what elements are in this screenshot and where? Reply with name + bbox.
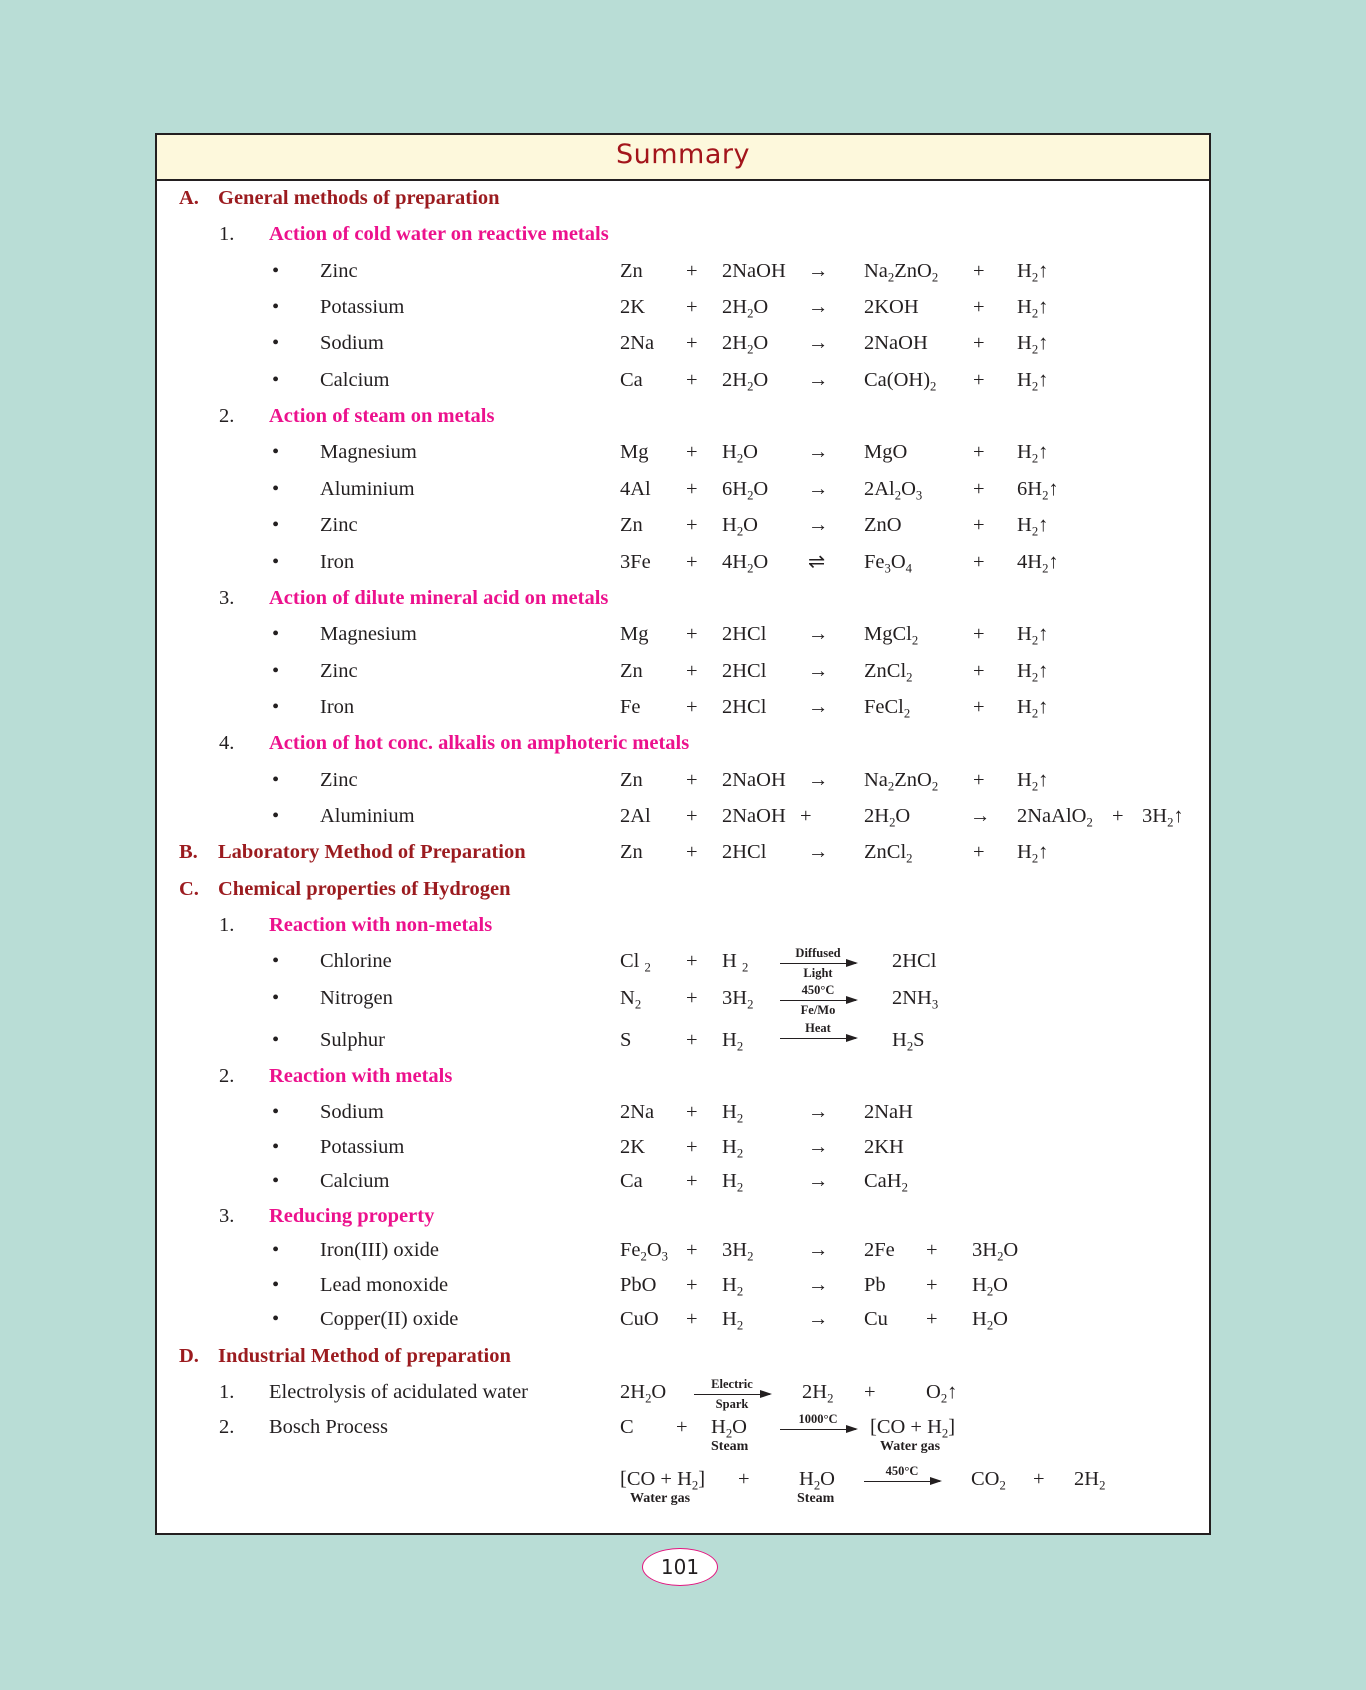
item-name: Potassium <box>320 296 405 318</box>
item-name: Iron(III) oxide <box>320 1239 439 1261</box>
reaction-arrow: → <box>808 841 829 863</box>
reactant: Cl $_2$ <box>620 950 651 975</box>
product: $2H_2$ <box>802 1381 834 1406</box>
item-name: Zinc <box>320 769 358 791</box>
bullet: • <box>272 1308 280 1330</box>
bullet: • <box>272 805 280 827</box>
reactant: Zn <box>620 841 643 863</box>
reactant: Mg <box>620 623 649 645</box>
steam-label: Steam <box>797 1491 835 1506</box>
plus-sign: + <box>686 1029 698 1051</box>
reactant: 3Fe <box>620 551 651 573</box>
item-name: Potassium <box>320 1136 405 1158</box>
reactant: H $_2$ <box>722 950 749 975</box>
reactant: $H_2O$ <box>722 441 758 466</box>
reaction-arrow <box>864 1481 940 1482</box>
item-name: Sulphur <box>320 1029 385 1051</box>
bullet: • <box>272 332 280 354</box>
product: $Na_2ZnO_2$ <box>864 260 939 285</box>
section-a-title: General methods of preparation <box>218 187 500 209</box>
product: $Na_2ZnO_2$ <box>864 769 939 794</box>
bullet: • <box>272 1274 280 1296</box>
condition-above: Electric <box>711 1377 753 1391</box>
subsection-d2-title: Bosch Process <box>269 1416 389 1438</box>
plus-sign: + <box>686 1274 698 1296</box>
product: $H_2O$ <box>972 1308 1008 1333</box>
product: $H_2↑$ <box>1017 332 1049 357</box>
reactant: Ca <box>620 369 643 391</box>
plus-sign: + <box>686 441 698 463</box>
reactant: $2H_2O$ <box>864 805 911 830</box>
reactant: $H_2$ <box>722 1029 744 1054</box>
product: $Ca(OH)_2$ <box>864 369 937 394</box>
subsection-a4-number: 4. <box>219 732 235 754</box>
reactant: $3H_2$ <box>722 987 754 1012</box>
bullet: • <box>272 1101 280 1123</box>
reactant: 2HCl <box>722 841 767 863</box>
reactant: $[CO + H_2]$ <box>620 1468 706 1493</box>
reaction-arrow: → <box>808 441 829 463</box>
reactant: $H_2O$ <box>722 514 758 539</box>
summary-header <box>157 135 1209 181</box>
summary-title: Summary <box>616 139 750 170</box>
subsection-c2-title: Reaction with metals <box>269 1065 453 1087</box>
subsection-a2-title: Action of steam on metals <box>269 405 495 427</box>
reactant: $2H_2O$ <box>620 1381 667 1406</box>
subsection-a2-number: 2. <box>219 405 235 427</box>
reactant: $4H_2O$ <box>722 551 769 576</box>
subsection-a3-title: Action of dilute mineral acid on metals <box>269 587 609 609</box>
subsection-d1-number: 1. <box>219 1381 235 1403</box>
bullet: • <box>272 478 280 500</box>
condition-above: 1000°C <box>798 1412 838 1426</box>
subsection-d2-number: 2. <box>219 1416 235 1438</box>
plus-sign: + <box>973 551 985 573</box>
reaction-arrow: → <box>808 1170 829 1192</box>
reactant: Zn <box>620 260 643 282</box>
plus-sign: + <box>973 696 985 718</box>
plus-sign: + <box>686 805 698 827</box>
plus-sign: + <box>973 769 985 791</box>
reactant: CuO <box>620 1308 659 1330</box>
subsection-a1-number: 1. <box>219 223 235 245</box>
reactant: 2HCl <box>722 696 767 718</box>
product: FeCl$_2$ <box>864 696 911 721</box>
product: MgO <box>864 441 908 463</box>
subsection-a4-title: Action of hot conc. alkalis on amphoteric metals <box>269 732 690 754</box>
product: $2Al_2O_3$ <box>864 478 923 503</box>
product: $2NH_3$ <box>892 987 939 1012</box>
reaction-arrow: → <box>808 369 829 391</box>
section-c-letter: C. <box>179 878 199 900</box>
plus-sign: + <box>864 1381 876 1403</box>
subsection-a3-number: 3. <box>219 587 235 609</box>
summary-box <box>155 133 1211 1535</box>
reactant: Zn <box>620 514 643 536</box>
reaction-arrow <box>780 1429 856 1430</box>
product: ZnCl$_2$ <box>864 841 913 866</box>
reaction-arrow: → <box>808 1136 829 1158</box>
plus-sign: + <box>686 660 698 682</box>
bullet: • <box>272 296 280 318</box>
reactant: $6H_2O$ <box>722 478 769 503</box>
plus-sign: + <box>973 660 985 682</box>
reaction-arrow <box>780 1000 856 1001</box>
product: 2Fe <box>864 1239 895 1261</box>
reactant: Zn <box>620 660 643 682</box>
item-name: Zinc <box>320 660 358 682</box>
reactant: Fe <box>620 696 641 718</box>
plus-sign: + <box>676 1416 688 1438</box>
product: $[CO + H_2]$ <box>870 1416 956 1441</box>
product: 2NaH <box>864 1101 913 1123</box>
item-name: Iron <box>320 551 355 573</box>
page-number: 101 <box>642 1548 718 1586</box>
reactant: $N_2$ <box>620 987 642 1012</box>
plus-sign: + <box>686 260 698 282</box>
reaction-arrow: → <box>808 1274 829 1296</box>
bullet: • <box>272 369 280 391</box>
reactant: 2K <box>620 296 646 318</box>
reaction-arrow: → <box>808 478 829 500</box>
product: 2KH <box>864 1136 904 1158</box>
reactant: $H_2$ <box>722 1170 744 1195</box>
product: ZnCl$_2$ <box>864 660 913 685</box>
reactant: 2HCl <box>722 660 767 682</box>
item-name: Sodium <box>320 1101 384 1123</box>
bullet: • <box>272 769 280 791</box>
plus-sign: + <box>973 841 985 863</box>
product: 2NaAlO$_2$ <box>1017 805 1093 830</box>
product: CaH$_2$ <box>864 1170 908 1195</box>
plus-sign: + <box>686 696 698 718</box>
section-d-title: Industrial Method of preparation <box>218 1345 511 1367</box>
item-name: Calcium <box>320 1170 390 1192</box>
subsection-c3-title: Reducing property <box>269 1205 435 1227</box>
plus-sign: + <box>973 260 985 282</box>
item-name: Lead monoxide <box>320 1274 449 1296</box>
plus-sign: + <box>686 769 698 791</box>
plus-sign: + <box>686 1170 698 1192</box>
reactant: Mg <box>620 441 649 463</box>
section-a-letter: A. <box>179 187 199 209</box>
plus-sign: + <box>973 332 985 354</box>
plus-sign: + <box>686 1308 698 1330</box>
condition-above: 450°C <box>885 1464 919 1478</box>
product: $H_2↑$ <box>1017 696 1049 721</box>
plus-sign: + <box>1112 805 1124 827</box>
plus-sign: + <box>686 841 698 863</box>
condition-above: 450°C <box>801 983 835 997</box>
reaction-arrow <box>780 1038 856 1039</box>
product: $H_2↑$ <box>1017 441 1049 466</box>
plus-sign: + <box>686 369 698 391</box>
reactant: Ca <box>620 1170 643 1192</box>
water-gas-label: Water gas <box>880 1439 941 1454</box>
bullet: • <box>272 514 280 536</box>
reactant: $Fe_2O_3$ <box>620 1239 669 1264</box>
reactant: 2NaOH <box>722 769 786 791</box>
item-name: Nitrogen <box>320 987 393 1009</box>
reactant: $H_2$ <box>722 1101 744 1126</box>
plus-sign: + <box>973 514 985 536</box>
reactant: $H_2$ <box>722 1308 744 1333</box>
reactant: C <box>620 1416 634 1438</box>
section-b-title: Laboratory Method of Preparation <box>218 841 526 863</box>
product: $6H_2↑$ <box>1017 478 1059 503</box>
plus-sign: + <box>686 623 698 645</box>
plus-sign: + <box>686 950 698 972</box>
product: $4H_2↑$ <box>1017 551 1059 576</box>
bullet: • <box>272 696 280 718</box>
product: $O_2↑$ <box>926 1381 958 1406</box>
reactant: $H_2O$ <box>711 1416 747 1441</box>
plus-sign: + <box>973 296 985 318</box>
product: 2KOH <box>864 296 919 318</box>
plus-sign: + <box>800 805 812 827</box>
section-c-title: Chemical properties of Hydrogen <box>218 878 511 900</box>
plus-sign: + <box>686 987 698 1009</box>
reaction-arrow: → <box>808 1239 829 1261</box>
item-name: Copper(II) oxide <box>320 1308 459 1330</box>
product: 2NaOH <box>864 332 928 354</box>
condition-above: Diffused <box>795 946 841 960</box>
item-name: Sodium <box>320 332 384 354</box>
product: $H_2↑$ <box>1017 660 1049 685</box>
reaction-arrow: → <box>970 805 991 827</box>
reactant: $3H_2$ <box>722 1239 754 1264</box>
plus-sign: + <box>973 623 985 645</box>
plus-sign: + <box>686 1136 698 1158</box>
product: 2HCl <box>892 950 937 972</box>
plus-sign: + <box>686 296 698 318</box>
bullet: • <box>272 623 280 645</box>
steam-label: Steam <box>711 1439 749 1454</box>
section-d-letter: D. <box>179 1345 199 1367</box>
plus-sign: + <box>973 478 985 500</box>
reaction-arrow: → <box>808 696 829 718</box>
plus-sign: + <box>926 1274 938 1296</box>
subsection-c3-number: 3. <box>219 1205 235 1227</box>
item-name: Aluminium <box>320 805 415 827</box>
item-name: Magnesium <box>320 441 417 463</box>
subsection-c2-number: 2. <box>219 1065 235 1087</box>
water-gas-label: Water gas <box>630 1491 691 1506</box>
product: $H_2↑$ <box>1017 260 1049 285</box>
section-b-letter: B. <box>179 841 198 863</box>
reactant: Zn <box>620 769 643 791</box>
plus-sign: + <box>686 1101 698 1123</box>
bullet: • <box>272 551 280 573</box>
plus-sign: + <box>926 1239 938 1261</box>
reactant: $2H_2O$ <box>722 369 769 394</box>
product: $H_2↑$ <box>1017 769 1049 794</box>
product: $H_2S$ <box>892 1029 925 1054</box>
reaction-arrow: → <box>808 260 829 282</box>
plus-sign: + <box>686 1239 698 1261</box>
plus-sign: + <box>686 551 698 573</box>
subsection-c1-number: 1. <box>219 914 235 936</box>
product: $H_2↑$ <box>1017 296 1049 321</box>
product: $3H_2O$ <box>972 1239 1019 1264</box>
plus-sign: + <box>686 332 698 354</box>
condition-below: Fe/Mo <box>800 1003 836 1017</box>
bullet: • <box>272 260 280 282</box>
reaction-arrow: → <box>808 296 829 318</box>
product: $CO_2$ <box>971 1468 1006 1493</box>
reactant: 2Al <box>620 805 651 827</box>
reactant: $2H_2O$ <box>722 332 769 357</box>
reaction-arrow <box>780 963 856 964</box>
product: $H_2↑$ <box>1017 623 1049 648</box>
reactant: 2Na <box>620 1101 655 1123</box>
bullet: • <box>272 441 280 463</box>
bullet: • <box>272 1239 280 1261</box>
condition-below: Light <box>803 966 833 980</box>
reactant: $H_2$ <box>722 1136 744 1161</box>
item-name: Zinc <box>320 260 358 282</box>
reaction-arrow: → <box>808 623 829 645</box>
reactant: $2H_2O$ <box>722 296 769 321</box>
plus-sign: + <box>1033 1468 1045 1490</box>
reactant: $H_2$ <box>722 1274 744 1299</box>
item-name: Iron <box>320 696 355 718</box>
product: $H_2↑$ <box>1017 841 1049 866</box>
bullet: • <box>272 1136 280 1158</box>
plus-sign: + <box>973 369 985 391</box>
reactant: 2NaOH <box>722 805 786 827</box>
reactant: 4Al <box>620 478 651 500</box>
product: $2H_2$ <box>1074 1468 1106 1493</box>
reaction-arrow: → <box>808 1101 829 1123</box>
bullet: • <box>272 660 280 682</box>
item-name: Calcium <box>320 369 390 391</box>
reaction-arrow <box>694 1394 770 1395</box>
product: $H_2O$ <box>972 1274 1008 1299</box>
reaction-arrow: → <box>808 660 829 682</box>
reactant: 2K <box>620 1136 646 1158</box>
product: $Fe_3O_4$ <box>864 551 913 576</box>
condition-below: Spark <box>715 1397 749 1411</box>
reaction-arrow: → <box>808 514 829 536</box>
subsection-d1-title: Electrolysis of acidulated water <box>269 1381 528 1403</box>
plus-sign: + <box>686 478 698 500</box>
bullet: • <box>272 987 280 1009</box>
subsection-a1-title: Action of cold water on reactive metals <box>269 223 609 245</box>
equilibrium-arrow: ⇌ <box>808 551 826 573</box>
reactant: 2NaOH <box>722 260 786 282</box>
product: Pb <box>864 1274 886 1296</box>
product: Cu <box>864 1308 888 1330</box>
bullet: • <box>272 1029 280 1051</box>
product: ZnO <box>864 514 902 536</box>
item-name: Chlorine <box>320 950 392 972</box>
reactant: $H_2O$ <box>799 1468 835 1493</box>
product: $3H_2↑$ <box>1142 805 1184 830</box>
item-name: Zinc <box>320 514 358 536</box>
reactant: 2Na <box>620 332 655 354</box>
reactant: S <box>620 1029 632 1051</box>
reaction-arrow: → <box>808 332 829 354</box>
bullet: • <box>272 950 280 972</box>
plus-sign: + <box>973 441 985 463</box>
reactant: PbO <box>620 1274 657 1296</box>
product: MgCl$_2$ <box>864 623 919 648</box>
item-name: Aluminium <box>320 478 415 500</box>
plus-sign: + <box>738 1468 750 1490</box>
plus-sign: + <box>686 514 698 536</box>
item-name: Magnesium <box>320 623 417 645</box>
subsection-c1-title: Reaction with non-metals <box>269 914 493 936</box>
condition-above: Heat <box>805 1021 831 1035</box>
reaction-arrow: → <box>808 1308 829 1330</box>
product: $H_2↑$ <box>1017 514 1049 539</box>
product: $H_2↑$ <box>1017 369 1049 394</box>
bullet: • <box>272 1170 280 1192</box>
plus-sign: + <box>926 1308 938 1330</box>
reactant: 2HCl <box>722 623 767 645</box>
reaction-arrow: → <box>808 769 829 791</box>
